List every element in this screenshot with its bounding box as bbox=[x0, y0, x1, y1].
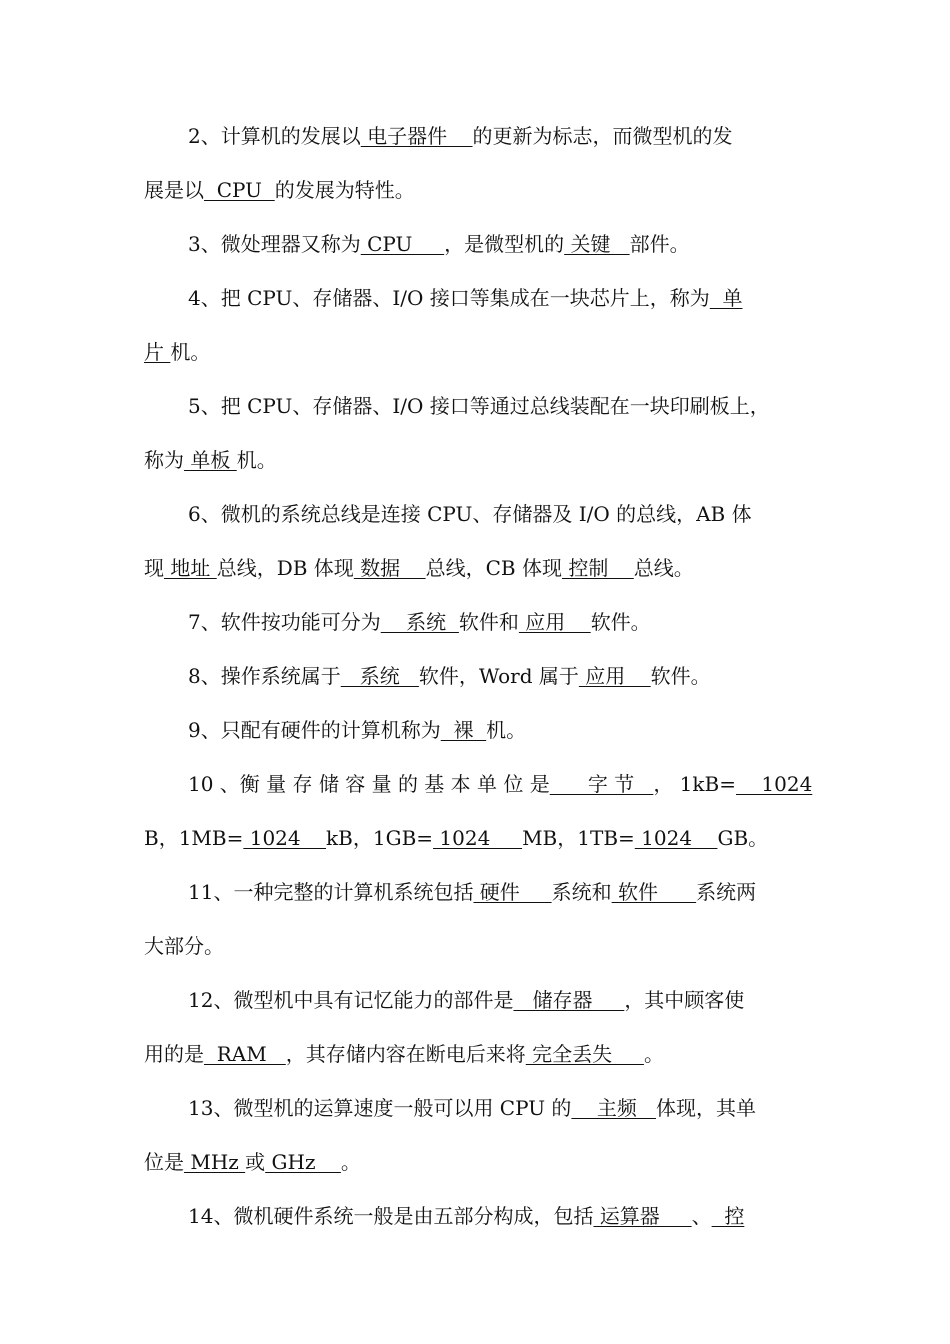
question-11-line-2: 大部分。 bbox=[144, 934, 224, 958]
text: 总线，DB 体现 bbox=[216, 556, 354, 580]
text: ，是微型机的 bbox=[444, 232, 565, 256]
text: 11、一种完整的计算机系统包括 bbox=[188, 880, 474, 904]
answer-blank: CPU bbox=[360, 232, 445, 256]
text: ，其中顾客使 bbox=[624, 988, 745, 1012]
question-3 bbox=[188, 231, 690, 257]
text: 10 、衡 量 存 储 容 量 的 基 本 单 位 是 bbox=[188, 772, 550, 796]
answer-blank: 控制 bbox=[561, 556, 634, 580]
text: 系统两 bbox=[696, 880, 757, 904]
text: 软件和 bbox=[458, 610, 519, 634]
text: 总线。 bbox=[633, 556, 694, 580]
answer-blank: 完全丢失 bbox=[525, 1042, 644, 1066]
answer-blank: 储存器 bbox=[513, 988, 625, 1012]
text: ，其存储内容在断电后来将 bbox=[285, 1042, 526, 1066]
answer-blank: RAM bbox=[204, 1042, 286, 1066]
question-12-line-2 bbox=[144, 1041, 664, 1067]
text: 8、操作系统属于 bbox=[188, 664, 341, 688]
answer-blank: 地址 bbox=[164, 556, 217, 580]
answer-blank: 电子器件 bbox=[360, 124, 473, 148]
question-14-line-1 bbox=[188, 1203, 744, 1229]
answer-blank: 1024 bbox=[433, 826, 523, 850]
question-4-line-2 bbox=[144, 339, 210, 365]
question-13-line-1 bbox=[188, 1095, 756, 1121]
text: 展是以 bbox=[144, 178, 204, 202]
question-11-line-1 bbox=[188, 879, 756, 905]
text: 。 bbox=[643, 1042, 664, 1066]
text: 3、微处理器又称为 bbox=[188, 232, 361, 256]
question-6-line-1: 6、微机的系统总线是连接 CPU、存储器及 I/O 的总线，AB 体 bbox=[188, 502, 752, 526]
text: kB，1GB= bbox=[326, 826, 434, 850]
question-5-line-1: 5、把 CPU、存储器、I/O 接口等通过总线装配在一块印刷板上， bbox=[188, 394, 770, 418]
answer-blank: 片 bbox=[144, 340, 171, 364]
text: 软件，Word 属于 bbox=[418, 664, 579, 688]
answer-blank: 数据 bbox=[353, 556, 426, 580]
text: MB，1TB= bbox=[522, 826, 635, 850]
text: 9、只配有硬件的计算机称为 bbox=[188, 718, 441, 742]
answer-blank: 硬件 bbox=[473, 880, 552, 904]
question-7 bbox=[188, 609, 651, 635]
text: B，1MB= bbox=[144, 826, 244, 850]
text: 的更新为标志，而微型机的发 bbox=[472, 124, 733, 148]
answer-blank: 关键 bbox=[564, 232, 630, 256]
answer-blank: 应用 bbox=[578, 664, 651, 688]
answer-blank: 字 节 bbox=[549, 772, 654, 796]
text: 的发展为特性。 bbox=[274, 178, 415, 202]
answer-blank: MHz bbox=[184, 1150, 246, 1174]
question-4-line-1 bbox=[188, 285, 742, 311]
answer-blank: GHz bbox=[265, 1150, 341, 1174]
answer-blank: 单 bbox=[709, 286, 743, 310]
answer-blank: 运算器 bbox=[593, 1204, 692, 1228]
answer-blank: 系统 bbox=[380, 610, 459, 634]
text: 软件。 bbox=[650, 664, 711, 688]
text: GB。 bbox=[717, 826, 769, 850]
question-2-line-2 bbox=[144, 177, 415, 203]
answer-blank: 1024 bbox=[735, 772, 813, 796]
text: 14、微机硬件系统一般是由五部分构成，包括 bbox=[188, 1204, 594, 1228]
text: 系统和 bbox=[551, 880, 612, 904]
text: 现 bbox=[144, 556, 164, 580]
text: 用的是 bbox=[144, 1042, 204, 1066]
text: 总线，CB 体现 bbox=[425, 556, 562, 580]
text: 机。 bbox=[486, 718, 527, 742]
question-9 bbox=[188, 717, 526, 743]
text: 称为 bbox=[144, 448, 184, 472]
text: 软件。 bbox=[590, 610, 651, 634]
answer-blank: CPU bbox=[204, 178, 275, 202]
answer-blank: 控 bbox=[711, 1204, 745, 1228]
question-6-line-2 bbox=[144, 555, 694, 581]
text: 13、微型机的运算速度一般可以用 CPU 的 bbox=[188, 1096, 572, 1120]
answer-blank: 裸 bbox=[440, 718, 487, 742]
answer-blank: 1024 bbox=[634, 826, 718, 850]
text: 机。 bbox=[170, 340, 211, 364]
answer-blank: 系统 bbox=[340, 664, 419, 688]
answer-blank: 软件 bbox=[611, 880, 697, 904]
text: 。 bbox=[340, 1150, 361, 1174]
question-10-line-2 bbox=[144, 825, 768, 851]
answer-blank: 单板 bbox=[184, 448, 237, 472]
text: ， 1kB= bbox=[653, 772, 736, 796]
text: 7、软件按功能可分为 bbox=[188, 610, 381, 634]
answer-blank: 主频 bbox=[571, 1096, 656, 1120]
text: 2、计算机的发展以 bbox=[188, 124, 361, 148]
question-12-line-1 bbox=[188, 987, 744, 1013]
text: 位是 bbox=[144, 1150, 184, 1174]
question-2-line-1 bbox=[188, 123, 733, 149]
text: 部件。 bbox=[629, 232, 690, 256]
text: 机。 bbox=[236, 448, 277, 472]
question-5-line-2 bbox=[144, 447, 277, 473]
text: 4、把 CPU、存储器、I/O 接口等集成在一块芯片上，称为 bbox=[188, 286, 710, 310]
text: 或 bbox=[245, 1150, 266, 1174]
text: 、 bbox=[691, 1204, 712, 1228]
question-8 bbox=[188, 663, 711, 689]
text: 12、微型机中具有记忆能力的部件是 bbox=[188, 988, 514, 1012]
answer-blank: 1024 bbox=[243, 826, 327, 850]
question-13-line-2 bbox=[144, 1149, 361, 1175]
answer-blank: 应用 bbox=[518, 610, 591, 634]
question-10-line-1 bbox=[188, 771, 812, 797]
text: 体现，其单 bbox=[655, 1096, 756, 1120]
